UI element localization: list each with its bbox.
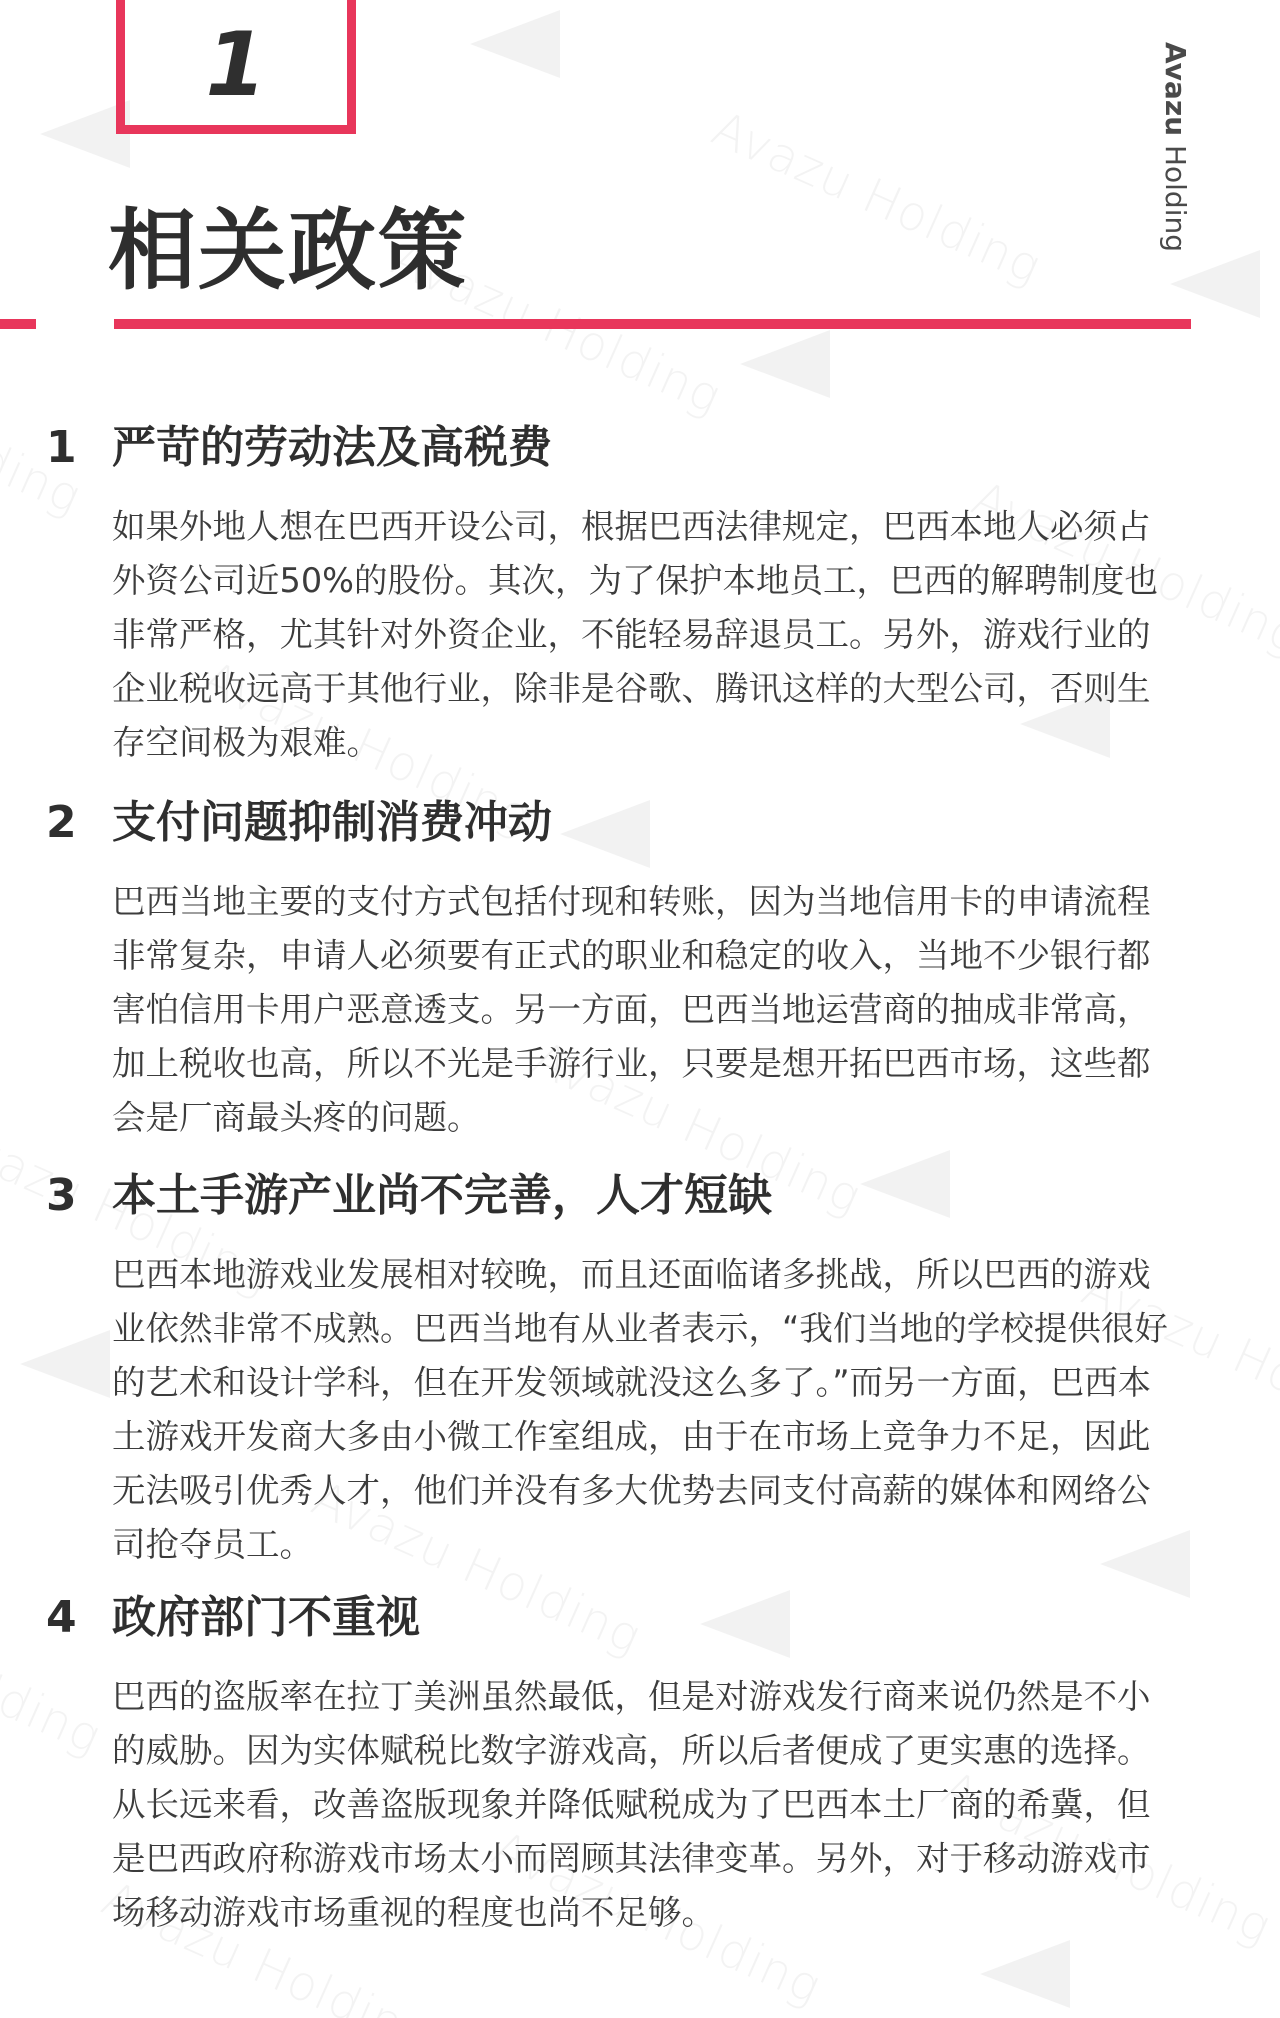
section-heading bbox=[0, 1590, 1280, 1650]
watermark-arrow-icon bbox=[740, 330, 830, 398]
brand-rest: Holding bbox=[1159, 136, 1192, 252]
chapter-number: 1 bbox=[205, 13, 267, 116]
section-number: 4 bbox=[46, 1592, 77, 1643]
section-number: 3 bbox=[46, 1170, 77, 1221]
watermark-arrow-icon bbox=[20, 1330, 110, 1398]
brand-bold: Avazu bbox=[1159, 42, 1192, 137]
section-heading bbox=[0, 1168, 1280, 1228]
section-title: 严苛的劳动法及高税费 bbox=[112, 422, 552, 473]
section-3 bbox=[0, 1168, 1280, 1564]
section-title: 支付问题抑制消费冲动 bbox=[112, 797, 552, 848]
section-number: 1 bbox=[46, 422, 77, 473]
watermark-arrow-icon bbox=[1170, 250, 1260, 318]
watermark-text bbox=[704, 101, 1050, 296]
section-1 bbox=[0, 420, 1280, 762]
title-divider bbox=[114, 319, 1191, 329]
section-title: 政府部门不重视 bbox=[112, 1592, 420, 1643]
section-body: 巴西本地游戏业发展相对较晚，而且还面临诸多挑战，所以巴西的游戏业依然非常不成熟。巴西当地有从业者表示，“我们当地的学校提供很好的艺术和设计学科，但在开发领域就没这么多了。”而另一方面，巴西本土游戏开发商大多由小微工作室组成，由于在市场上竞争力不足，因此无法吸引优秀人才，他们并没有多大优势去同支付高薪的媒体和网络公司抢夺员工。 bbox=[112, 1255, 1168, 1564]
title-divider-left bbox=[0, 319, 36, 329]
section-number: 2 bbox=[46, 797, 77, 848]
section-4 bbox=[0, 1590, 1280, 1932]
page-title: 相关政策 bbox=[108, 199, 469, 302]
watermark-arrow-icon bbox=[470, 10, 560, 78]
brand-label bbox=[1159, 42, 1192, 252]
section-heading bbox=[0, 420, 1280, 480]
section-body: 巴西当地主要的支付方式包括付现和转账，因为当地信用卡的申请流程非常复杂，申请人必须要有正式的职业和稳定的收入，当地不少银行都害怕信用卡用户恶意透支。另一方面，巴西当地运营商的抽成非常高，加上税收也高，所以不光是手游行业，只要是想开拓巴西市场，这些都会是厂商最头疼的问题。 bbox=[112, 882, 1151, 1137]
chapter-number-box bbox=[116, 0, 356, 134]
section-title: 本土手游产业尚不完善，人才短缺 bbox=[112, 1170, 772, 1221]
section-2 bbox=[0, 795, 1280, 1137]
section-body: 如果外地人想在巴西开设公司，根据巴西法律规定，巴西本地人必须占外资公司近50%的股份。其次，为了保护本地员工，巴西的解聘制度也非常严格，尤其针对外资企业，不能轻易辞退员工。另外，游戏行业的企业税收远高于其他行业，除非是谷歌、腾讯这样的大型公司，否则生存空间极为艰难。 bbox=[112, 507, 1158, 762]
section-heading bbox=[0, 795, 1280, 855]
watermark-arrow-icon bbox=[980, 1940, 1070, 2008]
section-body: 巴西的盗版率在拉丁美洲虽然最低，但是对游戏发行商来说仍然是不小的威胁。因为实体赋税比数字游戏高，所以后者便成了更实惠的选择。从长远来看，改善盗版现象并降低赋税成为了巴西本土厂商的希冀，但是巴西政府称游戏市场太小而罔顾其法律变革。另外，对于移动游戏市场移动游戏市场重视的程度也尚不足够。 bbox=[112, 1677, 1151, 1932]
